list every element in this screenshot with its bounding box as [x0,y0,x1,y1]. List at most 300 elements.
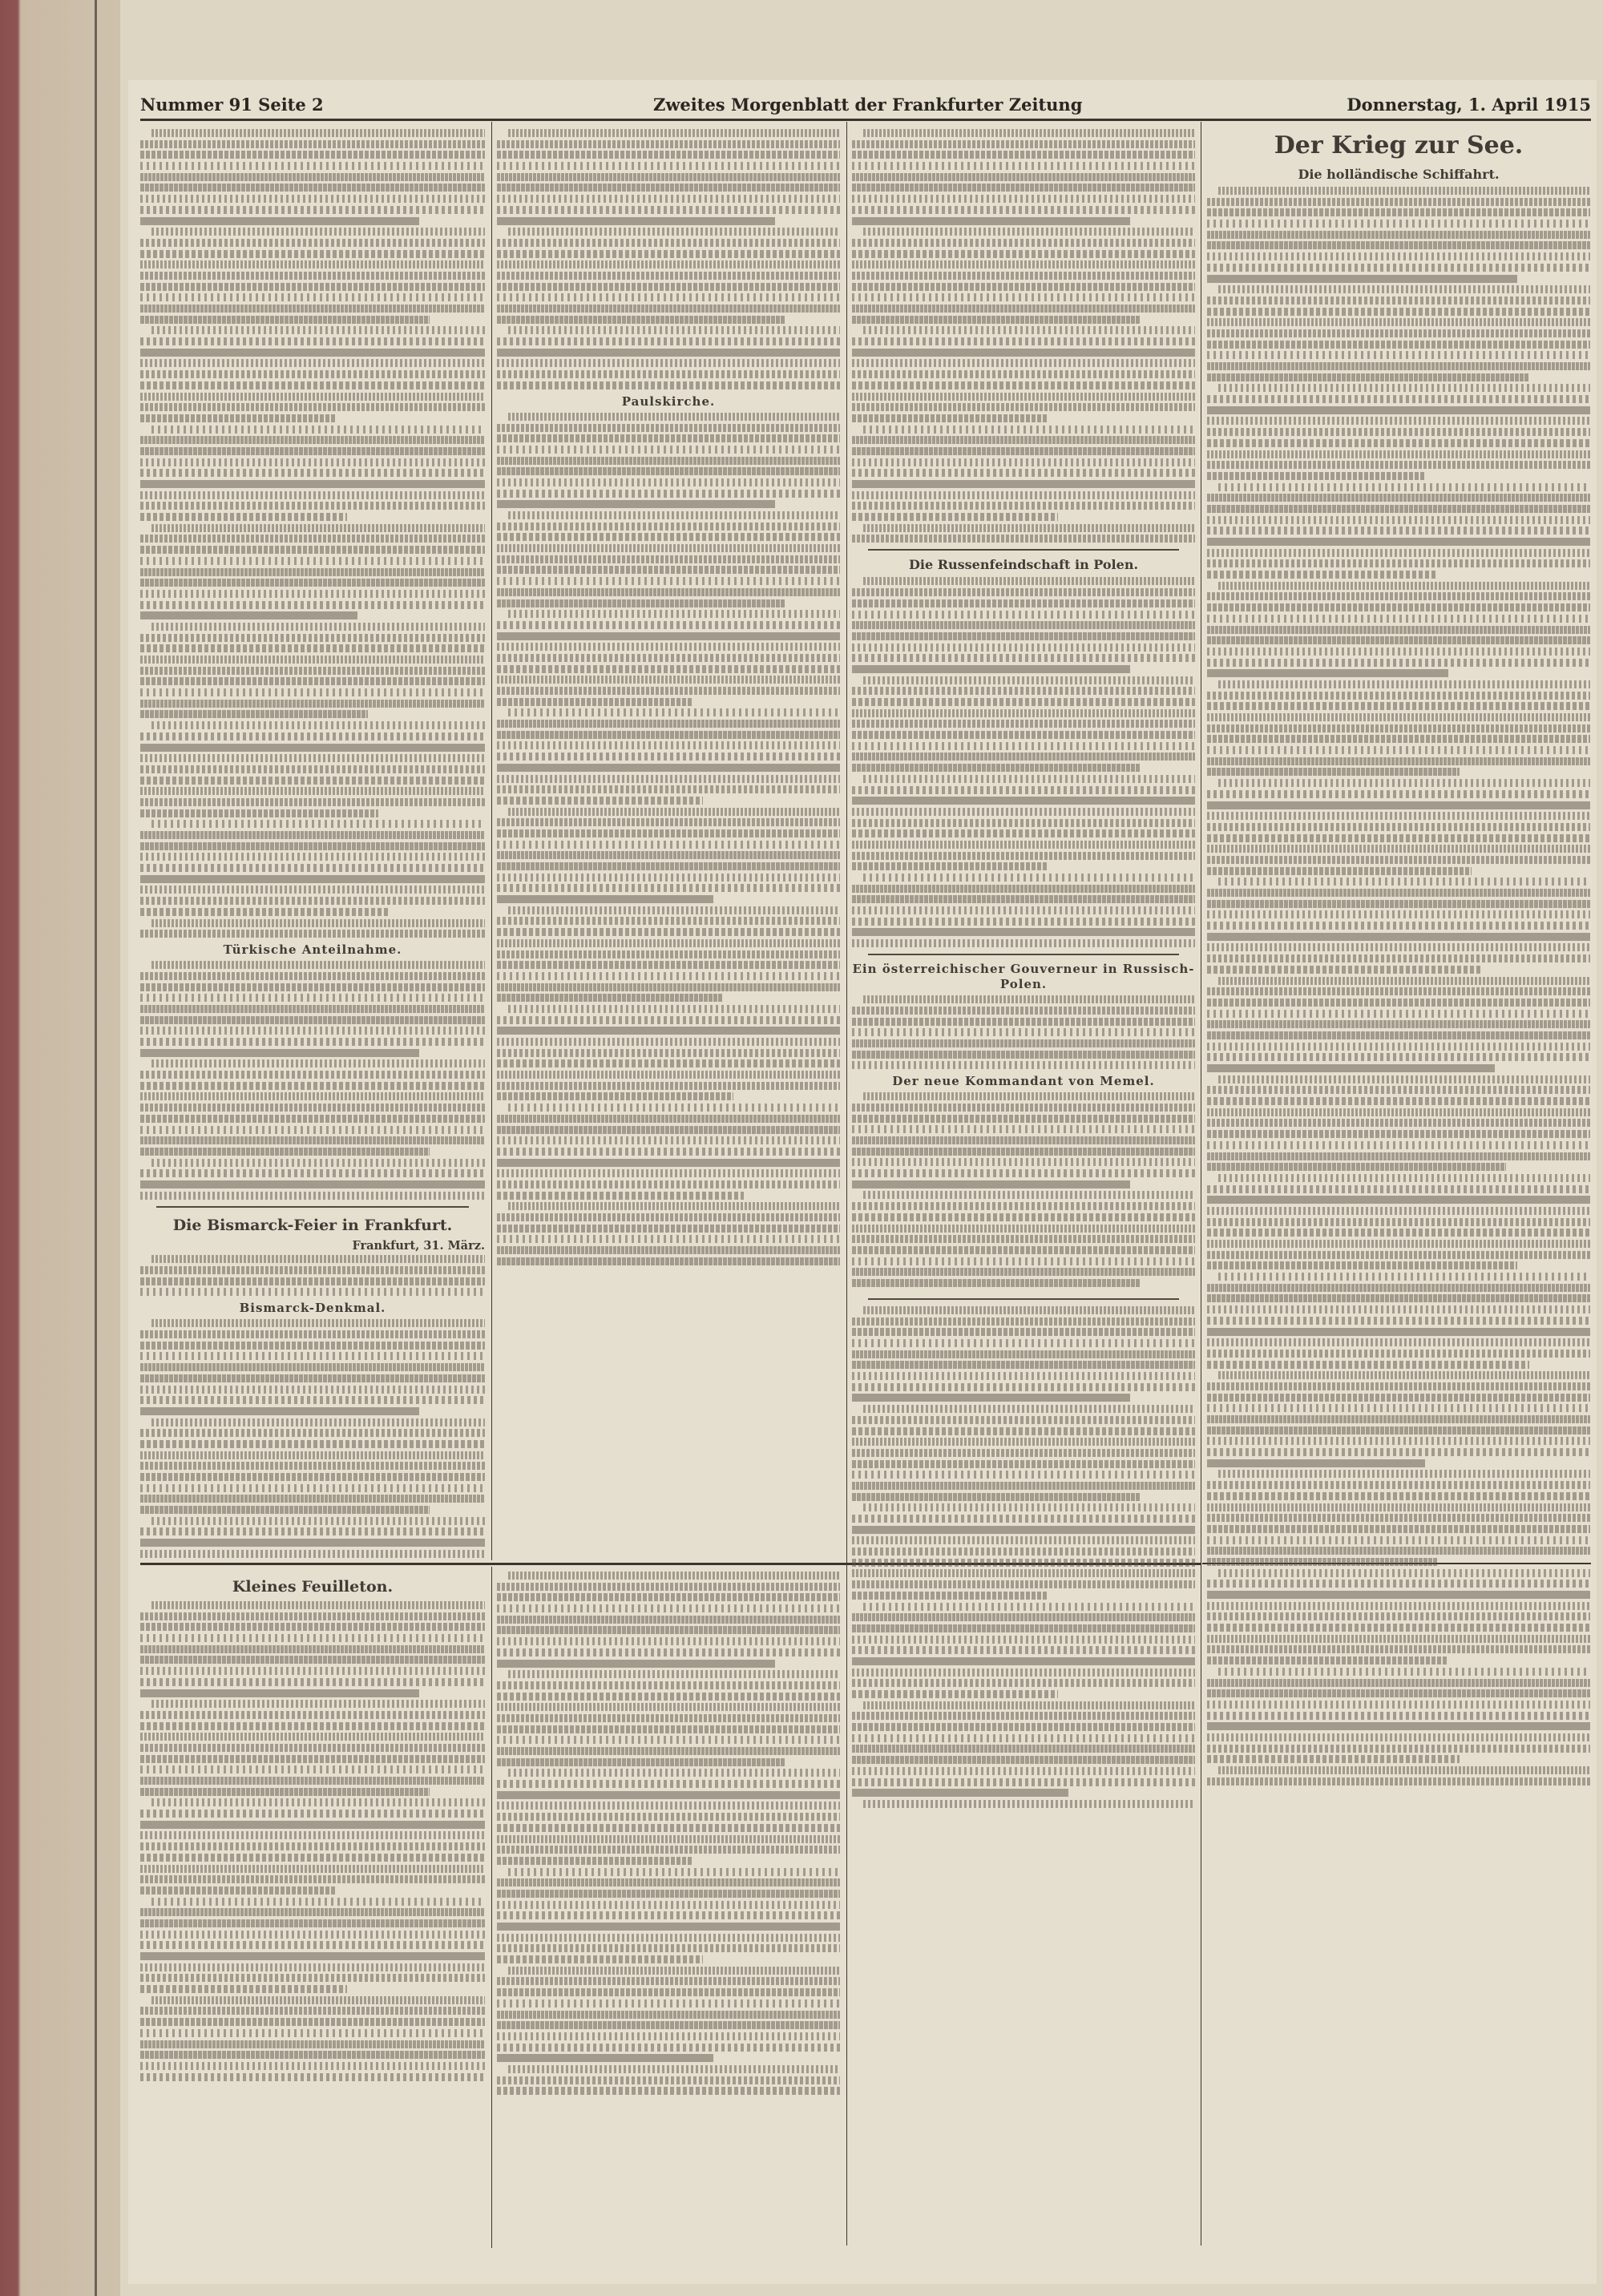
text-line [852,654,1195,662]
text-line [140,1506,430,1514]
text-line [140,1974,485,1982]
text-line [508,129,840,137]
text-line [852,393,1195,401]
text-line [151,426,485,434]
text-line [497,490,840,498]
text-line [140,798,485,806]
text-line [497,1225,840,1233]
text-line [497,1703,840,1711]
text-line [1207,966,1483,974]
text-line [1207,1261,1517,1269]
text-line [151,228,485,236]
text-line [497,316,785,324]
text-line [852,195,1195,203]
text-line [852,1018,1195,1026]
text-line [140,1854,485,1862]
text-line [1207,790,1590,798]
text-line [140,1831,485,1839]
column-rule-1 [491,122,492,1560]
text-line [497,2087,840,2095]
text-line [140,611,357,619]
text-line [1218,878,1590,886]
text-line [497,1890,840,1898]
text-line [497,928,840,936]
text-line [852,173,1195,181]
text-line [1207,1031,1590,1039]
text-line [1218,384,1590,392]
text-line [1207,757,1590,765]
text-line [497,939,840,947]
text-line [852,206,1195,214]
text-line [140,393,485,401]
masthead-rule [140,119,1591,121]
text-line [1207,362,1590,370]
text-line [497,293,840,301]
heading-kleines-feuilleton: Kleines Feuilleton. [232,1578,394,1596]
text-line [497,555,840,563]
text-line [140,1495,485,1503]
text-line [497,775,840,783]
text-line [140,1027,485,1035]
col1-text-top [140,129,485,938]
text-line [497,283,840,291]
text-line [497,1192,744,1200]
text-line [852,1169,1195,1177]
text-line [863,874,1195,882]
text-line [1207,626,1590,634]
text-line [497,446,840,454]
text-line [140,831,485,839]
text-line [140,1788,430,1796]
text-line [140,2062,485,2070]
text-line [852,359,1195,367]
col3-text-top [852,129,1195,543]
text-line [497,1988,840,1996]
text-line [140,710,368,718]
text-line [852,184,1195,192]
text-line [852,1624,1195,1632]
text-line [852,480,1195,488]
text-line [140,1484,485,1492]
text-line [863,577,1195,585]
text-line [140,1071,485,1079]
text-line [852,687,1195,695]
text-line [497,1059,840,1067]
text-line [1207,1207,1590,1215]
heading-tuerkische-anteilnahme: Türkische Anteilnahme. [223,942,402,958]
text-line [140,1875,485,1883]
text-line [852,665,1130,673]
text-line [140,1288,485,1296]
text-line [1207,768,1460,776]
text-line [497,544,840,552]
text-line [151,1798,485,1806]
text-line [508,511,840,519]
text-line [508,1967,840,1975]
text-line [852,414,1048,422]
text-line [497,654,840,662]
text-line [497,140,840,148]
text-line [863,426,1195,434]
text-line [497,1169,840,1177]
text-line [140,1985,347,1993]
text-line [140,1810,485,1818]
heading-bismarck-denkmal: Bismarck-Denkmal. [239,1301,386,1316]
text-line [140,1092,485,1100]
text-line [1207,297,1590,305]
text-line [852,644,1195,652]
text-line [140,1689,419,1697]
text-line [497,206,840,214]
text-line [140,1180,485,1188]
text-line [1207,1361,1529,1369]
col2-text-bottom [497,413,840,1265]
text-line [1207,659,1590,667]
text-line [508,1104,840,1112]
text-line [863,1503,1195,1511]
text-line [863,326,1195,334]
dateline-bismarck: Frankfurt, 31. März. [352,1238,485,1253]
text-line [140,1678,485,1686]
text-line [852,1613,1195,1621]
text-line [852,1745,1195,1753]
text-line [852,698,1195,706]
text-line [852,918,1195,926]
text-line [1207,461,1590,469]
text-line [852,611,1195,619]
heading-gouverneur: Ein österreichischer Gouverneur in Russisch-Polen. [852,962,1195,992]
text-line [140,1038,485,1046]
text-line [140,239,485,247]
text-line [1207,1624,1590,1632]
text-line [1207,746,1590,754]
text-line [497,250,840,258]
col2-text-top [497,129,840,389]
text-line [852,1547,1195,1556]
text-line [852,1039,1195,1047]
text-line [852,1328,1195,1336]
text-line [852,928,1195,936]
text-line [1207,1338,1590,1346]
text-line [852,1394,1130,1402]
text-line [140,972,485,980]
text-line [497,841,840,849]
text-line [1207,1733,1590,1741]
text-line [497,1016,840,1024]
text-line [140,1963,485,1971]
text-line [1207,724,1590,732]
text-line [1207,834,1590,842]
text-line [852,1339,1195,1347]
text-line [140,1126,485,1134]
text-line [1207,1656,1448,1664]
text-line [852,1104,1195,1112]
text-line [497,1813,840,1821]
text-line [140,173,485,181]
text-line [508,1202,840,1210]
text-line [1218,1075,1590,1083]
text-line [852,1493,1141,1501]
text-line [140,787,485,795]
text-line [852,1449,1195,1457]
text-line [140,777,485,785]
text-line [140,1765,485,1773]
text-line [140,864,485,872]
text-line [140,688,485,696]
text-line [852,1636,1195,1644]
text-line [497,1583,840,1591]
text-line [140,557,485,565]
text-line [497,272,840,280]
text-line [151,623,485,631]
text-line [140,1440,485,1448]
text-line [1207,472,1425,480]
text-line [1207,954,1590,962]
text-line [497,434,840,442]
text-line [140,1952,485,1960]
text-line [852,1592,1048,1600]
text-line [497,1148,840,1156]
separator [868,549,1179,551]
text-line [140,1755,485,1763]
text-line [140,579,485,587]
text-line [497,1911,840,1919]
text-line [497,621,840,629]
text-line [140,337,485,345]
text-line [852,1767,1195,1775]
text-line [497,884,840,892]
text-line [497,1681,840,1689]
text-line [863,1191,1195,1199]
text-line [1207,231,1590,239]
text-line [508,1670,840,1678]
text-line [852,621,1195,629]
text-line [140,908,389,916]
text-line [140,250,485,258]
text-line [1207,1591,1590,1599]
text-line [151,1601,485,1609]
text-line [1218,1470,1590,1478]
text-line [140,644,485,652]
col1-text-bismarck [140,1255,485,1296]
text-line [140,1342,485,1350]
text-line [852,1580,1195,1588]
text-line [497,2076,840,2084]
text-line [852,1526,1195,1534]
text-line [1207,1020,1590,1028]
text-line [1207,428,1590,436]
text-line [140,195,485,203]
text-line [140,217,419,225]
text-line [852,1723,1195,1731]
text-line [1207,1437,1590,1445]
text-line [1207,1558,1437,1566]
col3-text-gouverneur [852,995,1195,1069]
text-line [497,2044,840,2052]
text-line [852,1115,1195,1123]
text-line [497,1747,840,1755]
text-line [151,524,485,532]
text-line [1207,549,1590,557]
text-line [852,786,1195,794]
text-line [140,1277,485,1285]
text-line [497,731,840,739]
text-line [140,700,485,708]
text-line [1207,910,1590,918]
text-line [497,994,723,1002]
col1-text-bottom [140,1319,485,1561]
text-line [852,1734,1195,1742]
text-line [863,1603,1195,1611]
text-line [1218,977,1590,985]
column-2 [497,127,840,1561]
text-line [497,1934,840,1942]
text-line [852,906,1195,914]
text-line [497,337,840,345]
text-line [497,1604,840,1612]
text-line [1207,1010,1590,1018]
text-line [852,305,1195,313]
text-line [1207,823,1590,831]
text-line [497,1846,840,1854]
text-line [140,546,485,554]
text-line [497,797,703,805]
text-line [852,1268,1195,1276]
text-line [1207,603,1590,611]
text-line [140,1016,485,1024]
text-line [852,349,1195,357]
heading-memel: Der neue Kommandant von Memel. [892,1074,1155,1089]
text-line [140,162,485,170]
text-line [852,1679,1195,1687]
text-line [1207,1645,1590,1653]
text-line [1207,1328,1590,1336]
text-line [1207,198,1590,206]
text-line [852,1361,1195,1369]
text-line [852,1657,1195,1665]
text-line [140,447,485,455]
text-line [140,1777,485,1785]
text-line [151,1255,485,1263]
text-line [140,1550,485,1558]
heading-krieg-zur-see: Der Krieg zur See. [1274,131,1524,159]
text-line [140,260,485,268]
text-line [508,326,840,334]
text-line [497,1082,840,1090]
text-line [140,1919,485,1927]
text-line [1207,987,1590,995]
text-line [140,458,485,466]
text-line [1207,636,1590,644]
text-line [1207,1777,1590,1786]
text-line [852,140,1195,148]
text-line [852,1756,1195,1764]
text-line [1207,252,1590,260]
text-line [1207,1722,1590,1730]
text-line [140,1407,419,1415]
text-line [852,151,1195,159]
text-line [1207,318,1590,326]
text-line [140,502,485,510]
text-line [497,1901,840,1909]
text-line [852,1712,1195,1720]
text-line [1207,1108,1590,1116]
text-line [151,1700,485,1708]
text-line [852,753,1195,761]
text-line [497,1693,840,1701]
text-line [1207,1525,1590,1533]
text-line [1207,648,1590,656]
text-line [497,457,840,465]
text-line [863,1092,1195,1100]
text-line [497,851,840,859]
text-line [852,797,1195,805]
text-line [852,1669,1195,1677]
text-line [852,742,1195,750]
text-line [497,1637,840,1645]
text-line [497,1791,840,1799]
text-line [497,961,840,969]
text-line [1207,1602,1590,1610]
text-line [140,930,485,938]
text-line [497,676,840,684]
text-line [497,1626,840,1634]
text-line [151,1059,485,1067]
text-line [1207,351,1590,359]
text-line [140,590,485,598]
text-line [140,1473,485,1481]
text-line [1207,1481,1590,1489]
text-line [140,403,485,411]
text-line [497,500,775,508]
text-line [140,1886,337,1895]
text-line [1207,1404,1590,1412]
text-line [497,895,713,903]
text-line [1207,1240,1590,1248]
text-line [140,842,485,850]
text-line [497,599,785,607]
text-line [508,1005,840,1013]
text-line [497,195,840,203]
text-line [1218,680,1590,688]
text-line [1207,439,1590,447]
text-line [1207,900,1590,908]
text-line [852,1257,1195,1265]
text-line [151,1898,485,1906]
text-line [140,2029,485,2037]
text-line [140,2051,485,2059]
text-line [497,1038,840,1046]
text-line [852,1427,1195,1435]
text-line [497,1126,840,1134]
text-line [140,1711,485,1719]
feuilleton-text-2 [497,1572,840,2095]
text-line [1207,856,1590,864]
heading-paulskirche: Paulskirche. [621,393,716,409]
text-line [852,1125,1195,1133]
col3-text-memel [852,1092,1195,1287]
text-line [497,1923,840,1931]
text-line [852,403,1195,411]
text-line [863,1800,1195,1808]
text-line [140,1192,485,1200]
text-line [1207,1712,1590,1720]
text-line [140,601,485,609]
text-line [852,808,1195,816]
text-line [1207,1459,1425,1467]
text-line [852,1213,1195,1221]
text-line [1207,406,1590,414]
